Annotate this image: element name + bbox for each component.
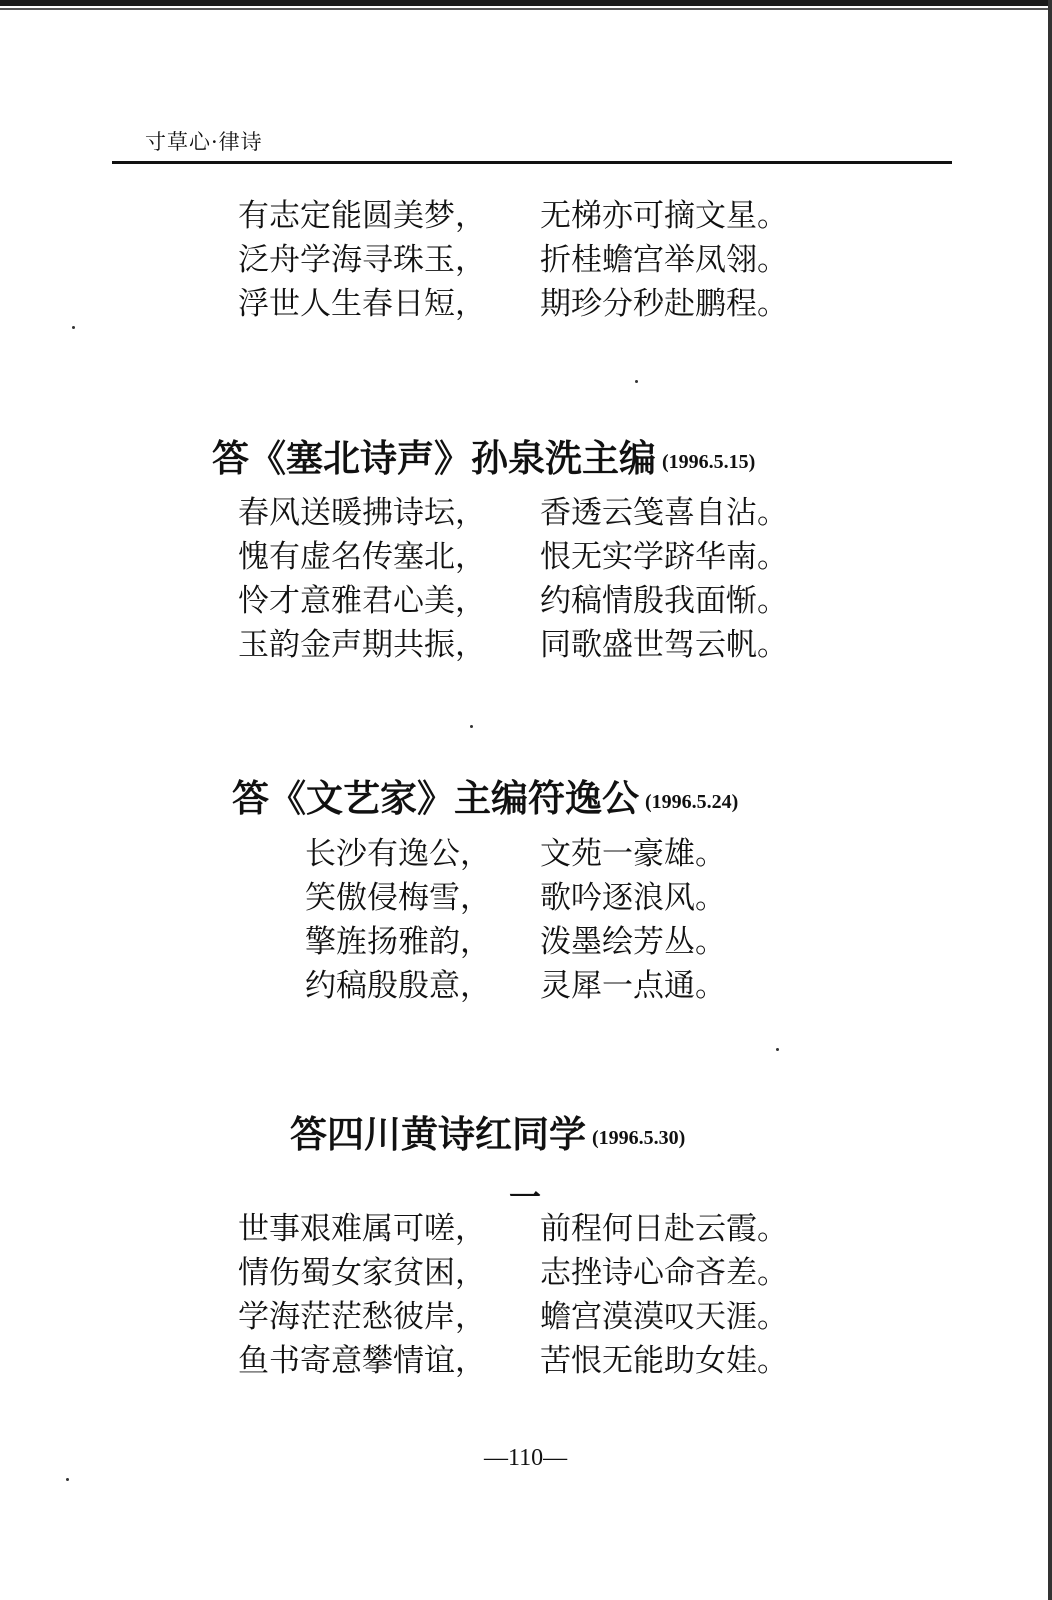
line-first-half: 浮世人生春日短， — [238, 286, 486, 322]
poem-title — [232, 768, 738, 822]
line-second-half: 无梯亦可摘文星。 — [540, 198, 788, 234]
poem-title — [212, 428, 755, 482]
right-scan-border — [1048, 0, 1052, 1600]
opening-poem — [238, 194, 838, 326]
line-second-half: 泼墨绘芳丛。 — [540, 924, 726, 960]
line-second-half: 恨无实学跻华南。 — [540, 539, 788, 575]
poem-body — [238, 491, 838, 667]
line-first-half: 学海茫茫愁彼岸， — [238, 1299, 486, 1335]
poem-line — [238, 1339, 838, 1383]
line-second-half: 约稿情殷我面惭。 — [540, 583, 788, 619]
poem-body — [238, 1207, 838, 1383]
poem-line — [238, 535, 838, 579]
poem-date: (1996.5.24) — [645, 791, 739, 813]
poem-line — [238, 1207, 838, 1251]
line-second-half: 前程何日赴云霞。 — [540, 1211, 788, 1247]
line-second-half: 灵犀一点通。 — [540, 968, 726, 1004]
line-second-half: 志挫诗心命吝差。 — [540, 1255, 788, 1291]
scan-speck — [470, 725, 473, 728]
top-scan-border-thin — [0, 8, 1052, 10]
line-first-half: 愧有虚名传塞北， — [238, 539, 486, 575]
poem-line — [238, 1295, 838, 1339]
poem-title-text: 答《文艺家》主编符逸公 — [232, 777, 639, 820]
scan-speck — [72, 326, 75, 329]
line-first-half: 玉韵金声期共振， — [238, 627, 486, 663]
line-first-half: 情伤蜀女家贫困， — [238, 1255, 486, 1291]
line-second-half: 歌吟逐浪风。 — [540, 880, 726, 916]
header-rule — [112, 161, 952, 164]
part-numeral: 一 — [509, 1178, 542, 1216]
poem-title — [290, 1104, 685, 1158]
line-second-half: 苦恨无能助女娃。 — [540, 1343, 788, 1379]
line-first-half: 有志定能圆美梦， — [238, 198, 486, 234]
line-second-half: 文苑一豪雄。 — [540, 836, 726, 872]
poem-line — [238, 491, 838, 535]
poem-title-text: 答四川黄诗红同学 — [290, 1113, 586, 1156]
line-first-half: 约稿殷殷意， — [305, 968, 491, 1004]
top-scan-border — [0, 0, 1052, 6]
poem-title-text: 答《塞北诗声》孙泉洗主编 — [212, 437, 656, 480]
line-second-half: 同歌盛世驾云帆。 — [540, 627, 788, 663]
poem-date: (1996.5.15) — [662, 451, 756, 473]
line-first-half: 春风送暖拂诗坛， — [238, 495, 486, 531]
line-first-half: 擎旌扬雅韵， — [305, 924, 491, 960]
poem-date: (1996.5.30) — [592, 1127, 686, 1149]
poem-line — [305, 876, 805, 920]
poem-line — [238, 194, 838, 238]
line-first-half: 泛舟学海寻珠玉， — [238, 242, 486, 278]
line-second-half: 折桂蟾宫举凤翎。 — [540, 242, 788, 278]
poem-line — [305, 832, 805, 876]
page-number: —110— — [484, 1445, 568, 1471]
line-second-half: 蟾宫漠漠叹天涯。 — [540, 1299, 788, 1335]
scan-speck — [66, 1478, 69, 1481]
poem-line — [305, 964, 805, 1008]
poem-line — [238, 1251, 838, 1295]
poem-line — [238, 282, 838, 326]
poem-line — [238, 238, 838, 282]
line-first-half: 笑傲侵梅雪， — [305, 880, 491, 916]
line-first-half: 怜才意雅君心美， — [238, 583, 486, 619]
running-head: 寸草心·律诗 — [145, 130, 263, 154]
line-first-half: 世事艰难属可嗟， — [238, 1211, 486, 1247]
scan-speck — [635, 380, 638, 383]
poem-line — [238, 579, 838, 623]
poem-line — [305, 920, 805, 964]
line-second-half: 期珍分秒赴鹏程。 — [540, 286, 788, 322]
line-first-half: 长沙有逸公， — [305, 836, 491, 872]
line-second-half: 香透云笺喜自沾。 — [540, 495, 788, 531]
line-first-half: 鱼书寄意攀情谊， — [238, 1343, 486, 1379]
poem-line — [238, 623, 838, 667]
scan-speck — [776, 1048, 779, 1051]
poem-body — [305, 832, 805, 1008]
